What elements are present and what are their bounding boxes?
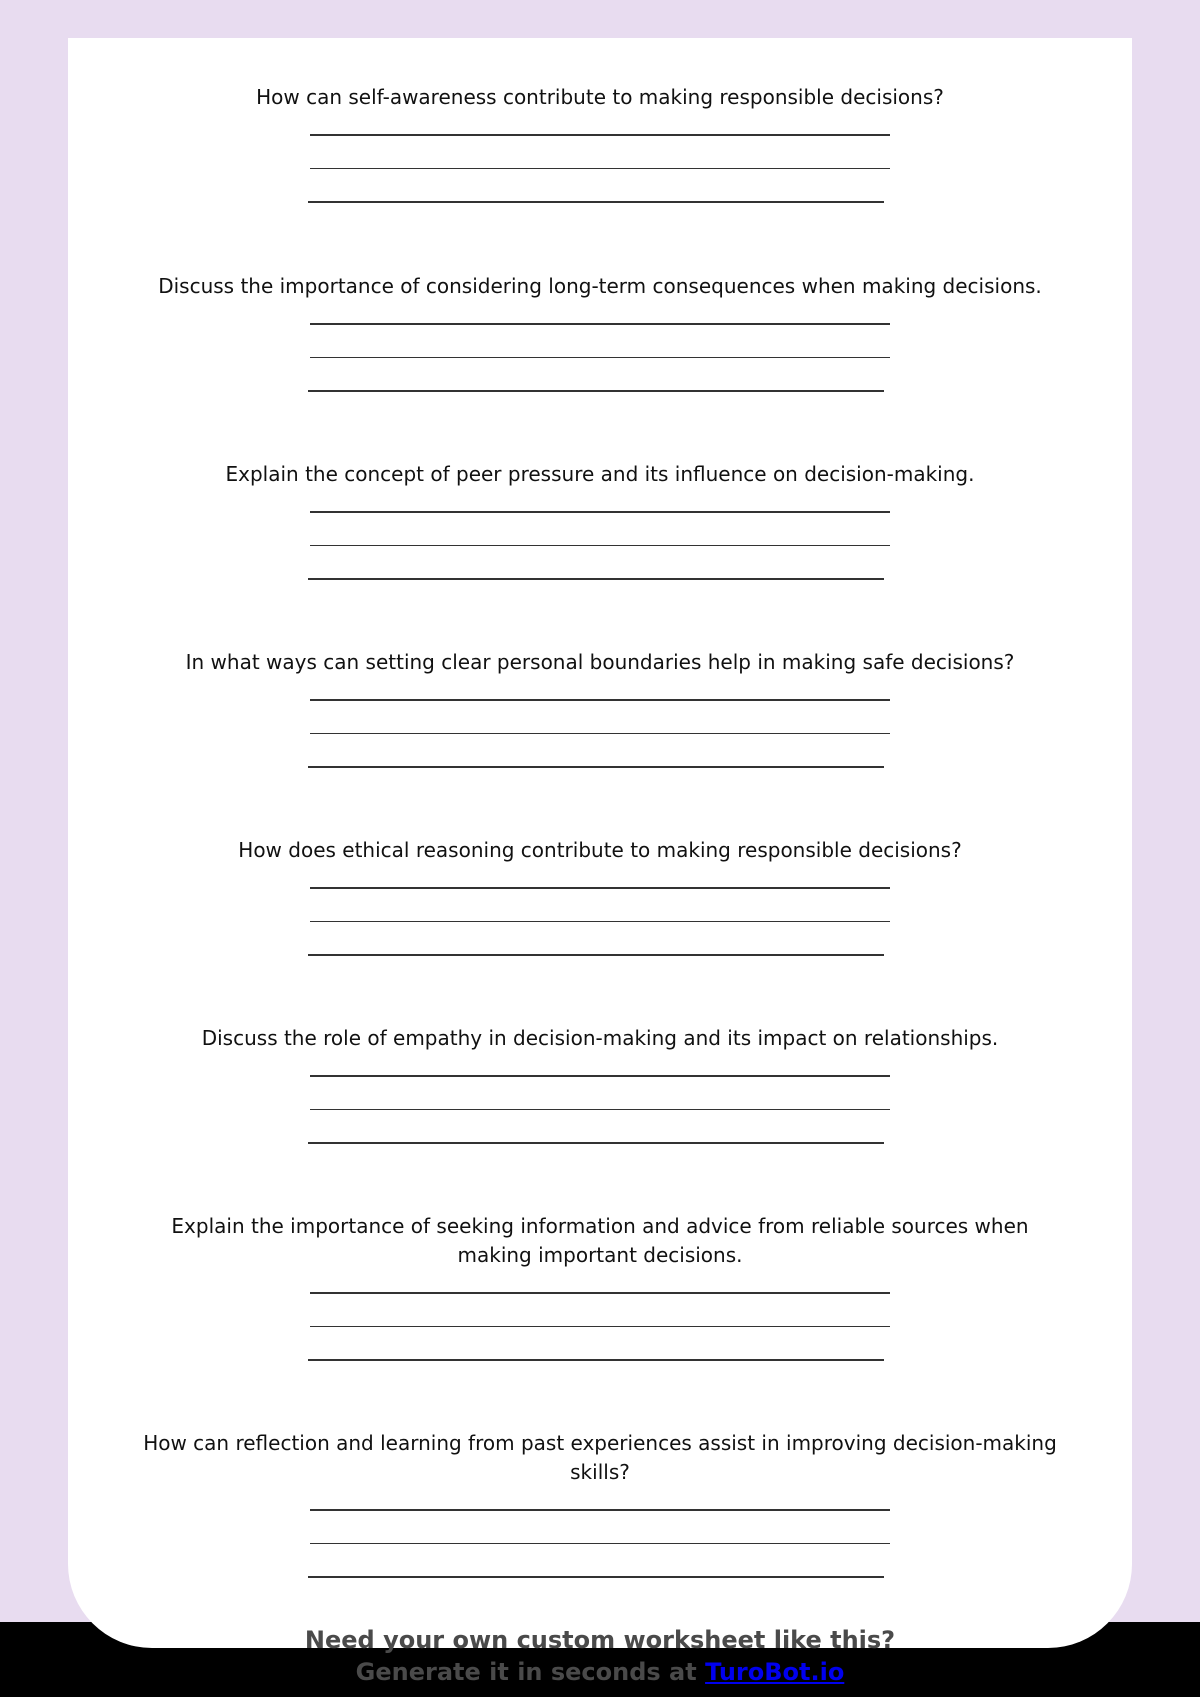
footer-generate-prefix: Generate it in seconds at — [355, 1658, 706, 1686]
question-text: In what ways can setting clear personal boundaries help in making safe decisions? — [185, 650, 1015, 674]
question-text: Discuss the role of empathy in decision-making and its impact on relationships. — [201, 1026, 999, 1050]
answer-line[interactable] — [310, 168, 890, 170]
question-block — [68, 83, 1132, 203]
answer-line[interactable] — [310, 357, 890, 359]
footer-generate-line — [0, 1658, 1200, 1686]
question-text: How can self-awareness contribute to making responsible decisions? — [256, 85, 944, 109]
answer-line[interactable] — [310, 1292, 890, 1294]
answer-line[interactable] — [310, 1075, 890, 1077]
answer-line[interactable] — [310, 921, 890, 923]
question-text: Discuss the importance of considering long-term consequences when making decisions. — [158, 274, 1042, 298]
question-block — [68, 460, 1132, 580]
question-text: How can reflection and learning from past experiences assist in improving decision-making skills? — [143, 1431, 1057, 1484]
answer-line[interactable] — [310, 1543, 890, 1545]
answer-line[interactable] — [310, 134, 890, 136]
answer-line[interactable] — [310, 733, 890, 735]
answer-line[interactable] — [310, 887, 890, 889]
question-text: Explain the importance of seeking information and advice from reliable sources when making important decisions. — [171, 1214, 1029, 1267]
answer-line[interactable] — [308, 201, 884, 203]
footer-promo-line: Need your own custom worksheet like this? — [304, 1626, 896, 1654]
answer-line[interactable] — [308, 1576, 884, 1578]
question-block — [68, 1024, 1132, 1144]
answer-line[interactable] — [308, 954, 884, 956]
question-block — [68, 1212, 1132, 1361]
answer-line[interactable] — [310, 1509, 890, 1511]
answer-line[interactable] — [310, 1109, 890, 1111]
question-block — [68, 648, 1132, 768]
answer-line[interactable] — [310, 699, 890, 701]
answer-line[interactable] — [308, 766, 884, 768]
question-text: Explain the concept of peer pressure and its influence on decision-making. — [225, 462, 975, 486]
answer-line[interactable] — [310, 1326, 890, 1328]
question-block — [68, 836, 1132, 956]
question-block — [68, 272, 1132, 392]
answer-line[interactable] — [310, 323, 890, 325]
answer-line[interactable] — [308, 1142, 884, 1144]
answer-line[interactable] — [310, 545, 890, 547]
turobot-link[interactable]: TuroBot.io — [705, 1658, 845, 1686]
answer-line[interactable] — [308, 578, 884, 580]
answer-line[interactable] — [308, 390, 884, 392]
answer-line[interactable] — [310, 511, 890, 513]
question-block — [68, 1429, 1132, 1578]
question-text: How does ethical reasoning contribute to making responsible decisions? — [238, 838, 962, 862]
answer-line[interactable] — [308, 1359, 884, 1361]
